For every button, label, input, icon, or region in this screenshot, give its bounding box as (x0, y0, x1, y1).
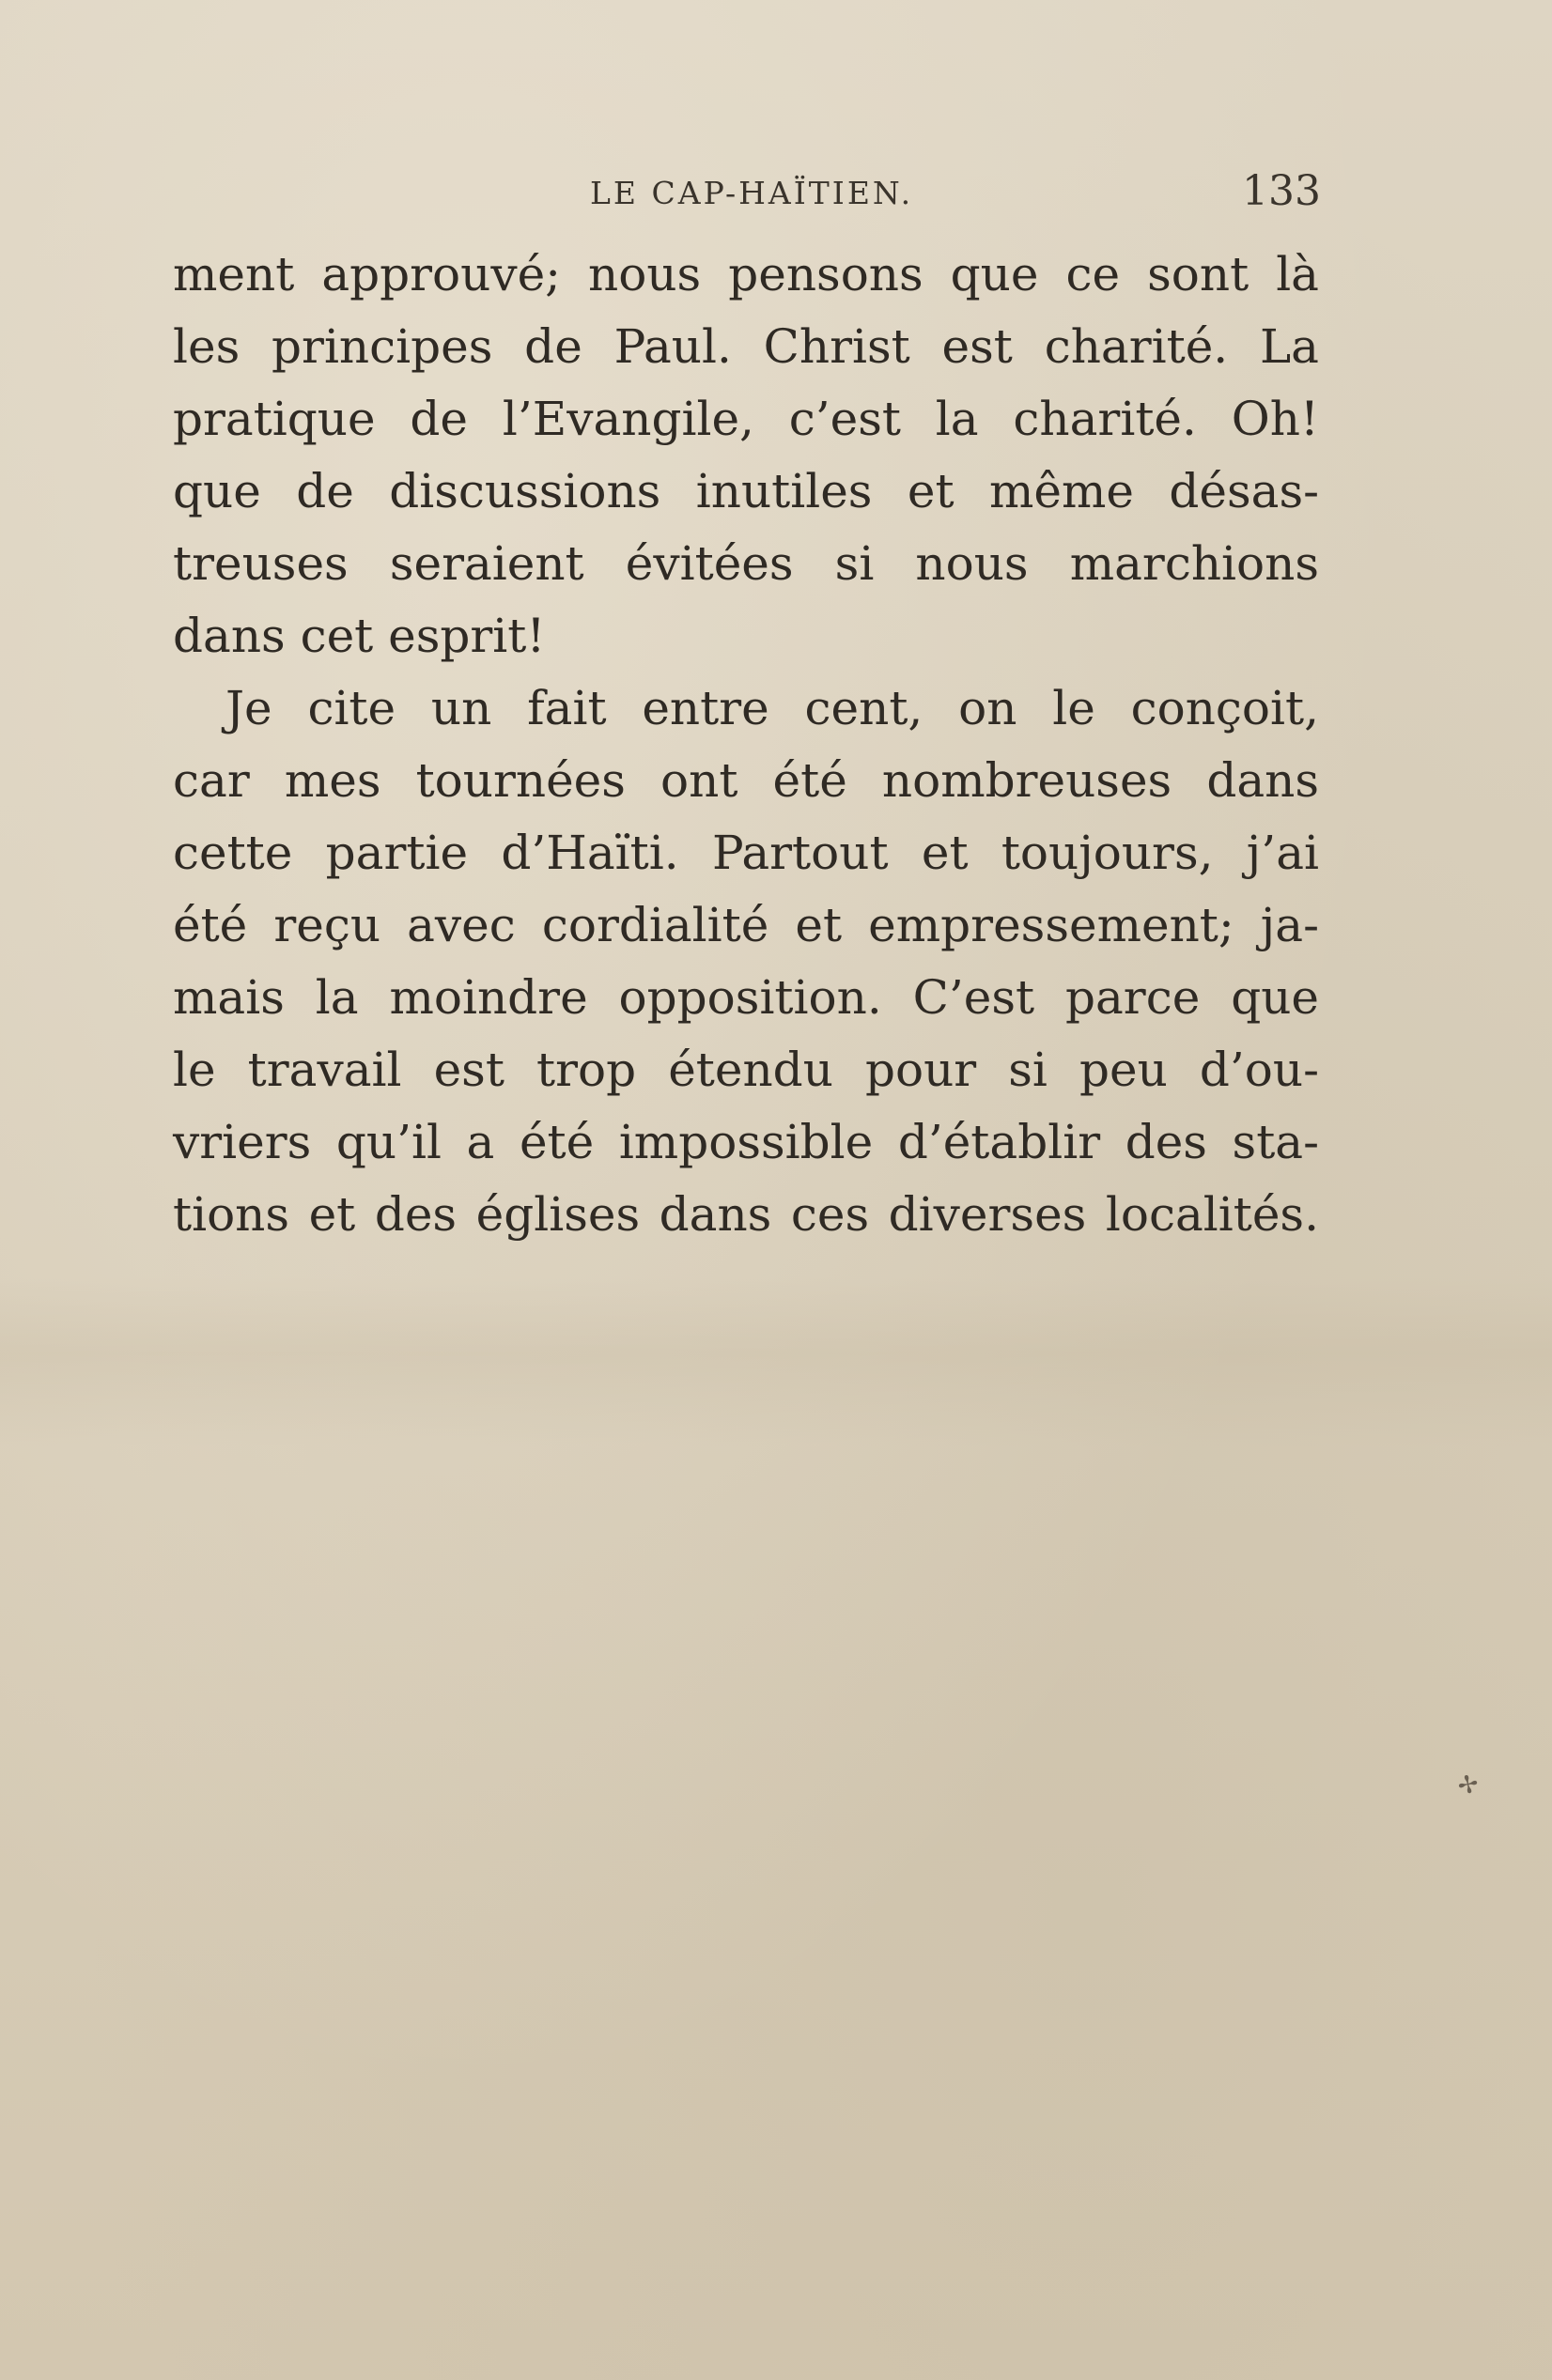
running-head: LE CAP-HAÏTIEN. (590, 175, 914, 211)
text-line: été reçu avec cordialité et empressement; ja- (173, 898, 1319, 952)
text-line: le travail est trop étendu pour si peu d’ou- (173, 1043, 1319, 1097)
paper-stain (0, 1277, 1552, 1446)
body-text (173, 239, 1319, 1251)
text-line: car mes tournées ont été nombreuses dans (173, 753, 1319, 808)
paragraph-first-line: Je cite un fait entre cent, on le conçoit, (225, 681, 1319, 735)
text-line: tions et des églises dans ces diverses localités. (173, 1187, 1319, 1242)
text-line: que de discussions inutiles et même désas- (173, 464, 1319, 518)
text-line: vriers qu’il a été impossible d’établir des sta- (173, 1115, 1319, 1169)
text-line: dans cet esprit! (173, 609, 546, 663)
text-line: les principes de Paul. Christ est charité. La (173, 319, 1319, 374)
page-number: 133 (1242, 167, 1321, 215)
ink-speck: ✢ (1455, 1770, 1482, 1801)
text-line: cette partie d’Haïti. Partout et toujours, j’ai (173, 826, 1319, 880)
text-line: ment approuvé; nous pensons que ce sont là (173, 247, 1319, 301)
text-line: mais la moindre opposition. C’est parce que (173, 970, 1319, 1025)
text-line: treuses seraient évitées si nous marchions (173, 536, 1319, 591)
text-line: pratique de l’Evangile, c’est la charité. Oh! (173, 392, 1319, 446)
